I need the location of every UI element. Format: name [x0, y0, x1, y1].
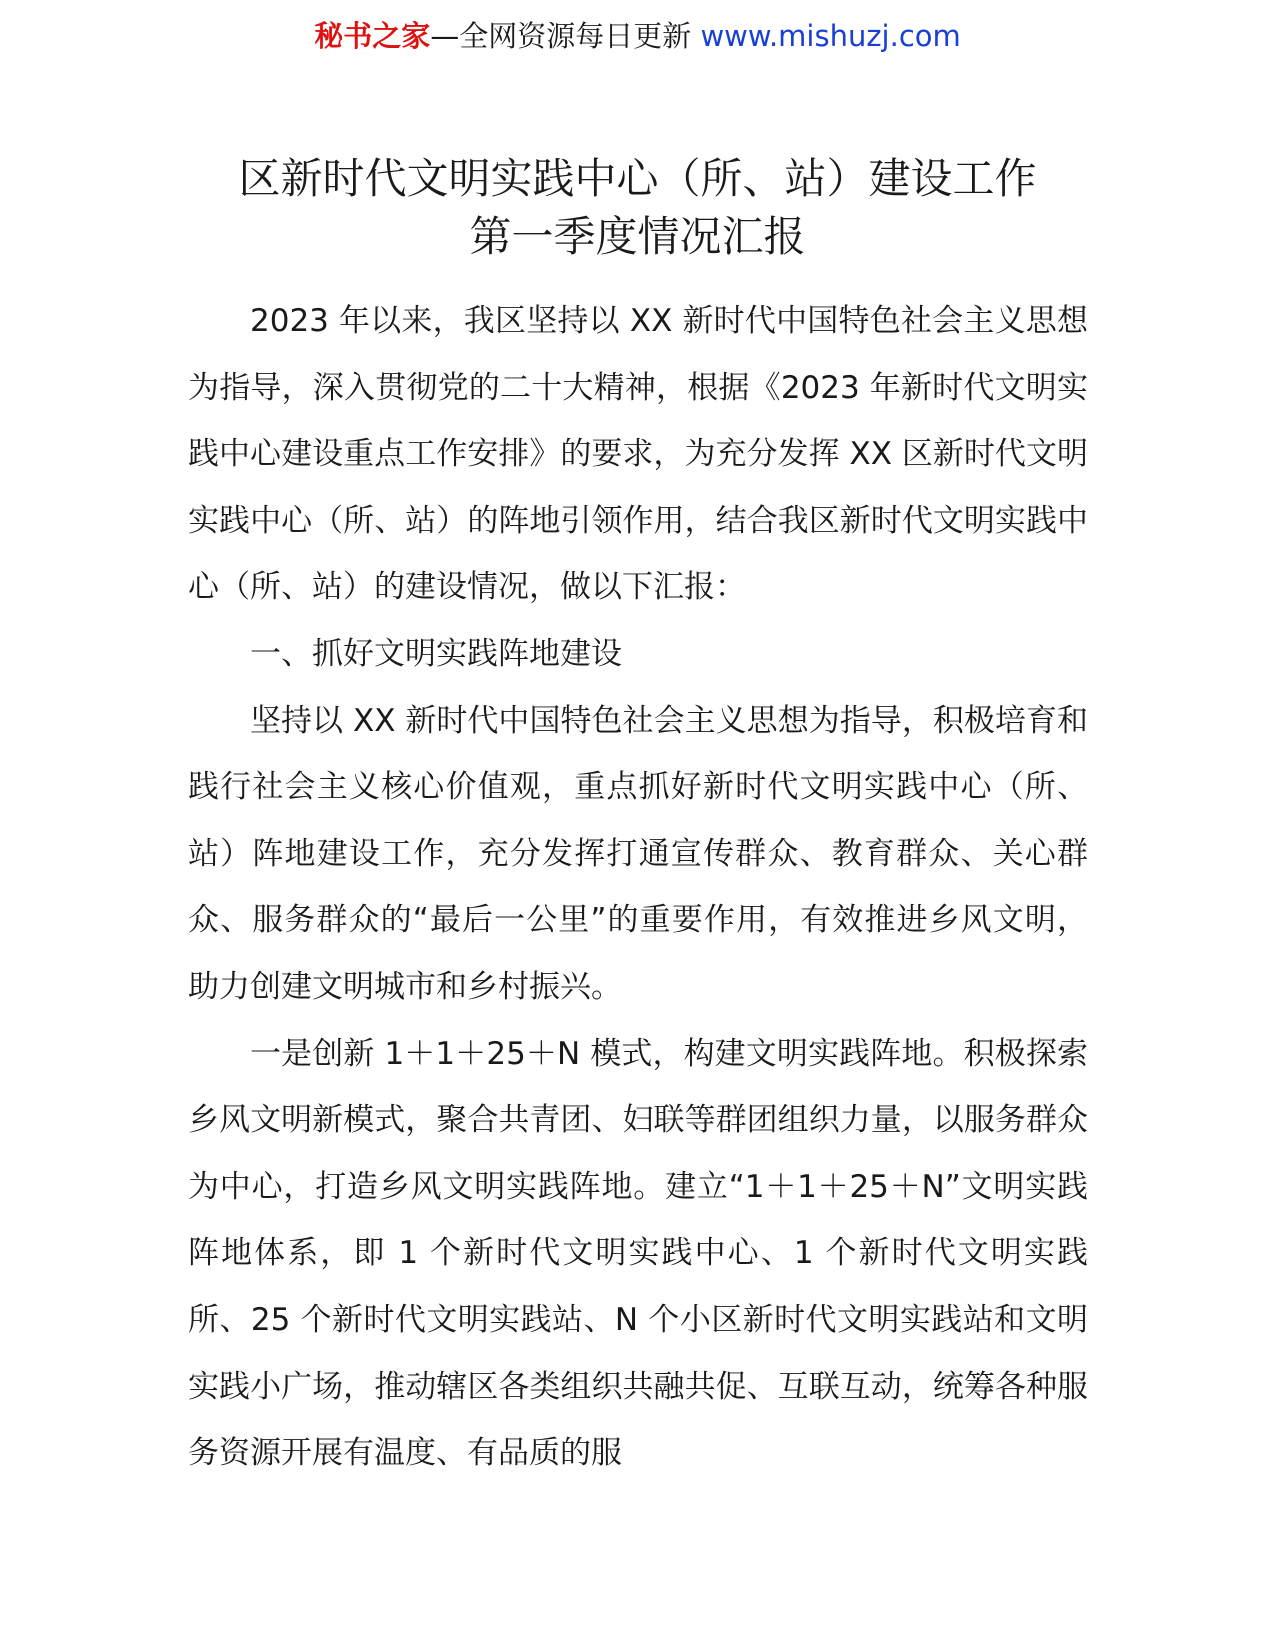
- title-line-1: 区新时代文明实践中心（所、站）建设工作: [238, 154, 1037, 203]
- paragraph-point-1: 一是创新 1＋1＋25＋N 模式，构建文明实践阵地。积极探索乡风文明新模式，聚合共青团、妇联等群团组织力量，以服务群众为中心，打造乡风文明实践阵地。建立“1＋1＋25＋N”文明实践阵地体系，即 1 个新时代文明实践中心、1 个新时代文明实践所、25 个新时代文明实践站、N 个小区新时代文明实践站和文明实践小广场，推动辖区各类组织共融共促、互联互动，统筹各种服务资源开展有温度、有品质的服: [188, 1035, 1088, 1472]
- site-url-link[interactable]: www.mishuzj.com: [700, 19, 961, 53]
- site-tagline: —全网资源每日更新: [430, 19, 701, 53]
- site-header: [0, 14, 1275, 58]
- document-title: [0, 150, 1275, 266]
- document-body: [188, 288, 1088, 1487]
- title-line-2: 第一季度情况汇报: [469, 212, 806, 261]
- paragraph-intro: 2023 年以来，我区坚持以 XX 新时代中国特色社会主义思想为指导，深入贯彻党的二十大精神，根据《2023 年新时代文明实践中心建设重点工作安排》的要求，为充分发挥 XX 区新时代文明实践中心（所、站）的阵地引领作用，结合我区新时代文明实践中心（所、站）的建设情况，做以下汇报：: [188, 303, 1088, 606]
- site-brand: 秘书之家: [314, 19, 431, 53]
- section-heading-1: 一、抓好文明实践阵地建设: [250, 635, 622, 672]
- paragraph-section-1: 坚持以 XX 新时代中国特色社会主义思想为指导，积极培育和践行社会主义核心价值观，重点抓好新时代文明实践中心（所、站）阵地建设工作，充分发挥打通宣传群众、教育群众、关心群众、服务群众的“最后一公里”的重要作用，有效推进乡风文明，助力创建文明城市和乡村振兴。: [188, 702, 1088, 1005]
